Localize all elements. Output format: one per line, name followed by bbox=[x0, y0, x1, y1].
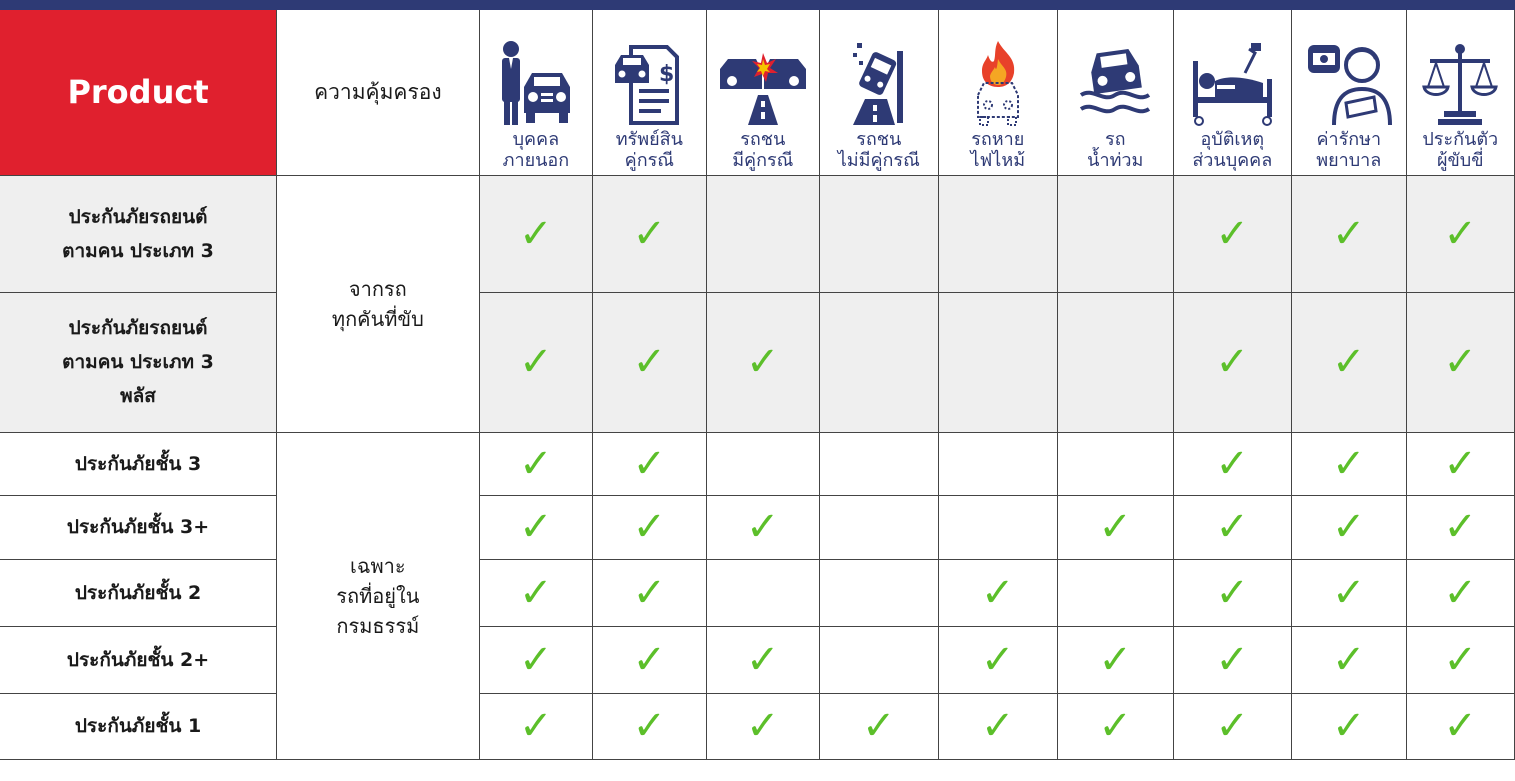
coverage-cell bbox=[593, 693, 706, 759]
coverage-cell bbox=[479, 693, 592, 759]
coverage-cell bbox=[1292, 175, 1406, 292]
coverage-cell bbox=[706, 559, 819, 626]
coverage-cell bbox=[1406, 292, 1514, 432]
collision-no-party-icon bbox=[839, 39, 919, 127]
check-icon: ✓ bbox=[746, 504, 780, 550]
coverage-cell bbox=[1406, 626, 1514, 693]
personal-accident-icon bbox=[1187, 39, 1277, 127]
collision-with-party-icon bbox=[718, 39, 808, 127]
coverage-cell bbox=[706, 693, 819, 759]
check-icon: ✓ bbox=[519, 703, 553, 749]
coverage-cell bbox=[1292, 693, 1406, 759]
coverage-cell bbox=[1173, 432, 1292, 495]
coverage-cell bbox=[593, 559, 706, 626]
coverage-cell bbox=[1173, 559, 1292, 626]
table-row bbox=[0, 175, 1515, 292]
coverage-cell bbox=[706, 495, 819, 559]
check-icon: ✓ bbox=[1332, 210, 1366, 257]
car-flood-icon bbox=[1075, 39, 1155, 127]
product-name: ประกันภัยชั้น 3+ bbox=[0, 495, 277, 559]
check-icon: ✓ bbox=[1332, 703, 1366, 749]
coverage-cell bbox=[1292, 495, 1406, 559]
coverage-cell bbox=[1173, 495, 1292, 559]
check-icon: ✓ bbox=[519, 339, 553, 385]
coverage-cell bbox=[938, 495, 1058, 559]
coverage-cell bbox=[820, 432, 939, 495]
coverage-cell bbox=[1406, 693, 1514, 759]
check-icon: ✓ bbox=[1332, 504, 1366, 550]
check-icon: ✓ bbox=[746, 339, 780, 385]
coverage-cell bbox=[593, 495, 706, 559]
product-header: Product bbox=[0, 10, 277, 175]
check-icon: ✓ bbox=[632, 440, 667, 487]
column-label: อุบัติเหตุ ส่วนบุคคล bbox=[1192, 128, 1273, 171]
check-icon: ✓ bbox=[1443, 210, 1478, 257]
coverage-cell bbox=[706, 292, 819, 432]
coverage-cell bbox=[1406, 432, 1514, 495]
check-icon: ✓ bbox=[519, 210, 553, 257]
table-row bbox=[0, 626, 1515, 693]
table-row bbox=[0, 559, 1515, 626]
check-icon: ✓ bbox=[1332, 569, 1366, 616]
coverage-cell bbox=[820, 559, 939, 626]
coverage-cell bbox=[938, 292, 1058, 432]
column-third-party-property bbox=[593, 10, 706, 175]
coverage-cell bbox=[593, 175, 706, 292]
check-icon: ✓ bbox=[746, 636, 780, 683]
check-icon: ✓ bbox=[1443, 636, 1478, 683]
check-icon: ✓ bbox=[519, 504, 553, 550]
coverage-cell bbox=[1292, 559, 1406, 626]
coverage-comparison-table bbox=[0, 10, 1515, 760]
driver-bail-icon bbox=[1420, 39, 1500, 127]
check-icon: ✓ bbox=[632, 636, 667, 683]
coverage-cell bbox=[1058, 175, 1173, 292]
coverage-cell bbox=[1406, 175, 1514, 292]
check-icon: ✓ bbox=[1098, 636, 1133, 683]
check-icon: ✓ bbox=[1443, 569, 1478, 616]
coverage-cell bbox=[479, 559, 592, 626]
column-label: รถ น้ำท่วม bbox=[1087, 128, 1144, 171]
column-label: ทรัพย์สิน คู่กรณี bbox=[615, 128, 683, 171]
column-label: บุคคล ภายนอก bbox=[502, 128, 570, 171]
coverage-cell bbox=[593, 432, 706, 495]
check-icon: ✓ bbox=[1215, 703, 1250, 749]
check-icon: ✓ bbox=[632, 339, 667, 385]
coverage-cell bbox=[1173, 626, 1292, 693]
medical-expense-icon bbox=[1304, 39, 1394, 127]
coverage-cell bbox=[938, 559, 1058, 626]
check-icon: ✓ bbox=[1098, 504, 1133, 550]
check-icon: ✓ bbox=[632, 703, 667, 749]
product-name: ประกันภัยรถยนต์ ตามคน ประเภท 3 bbox=[0, 175, 277, 292]
coverage-cell bbox=[820, 495, 939, 559]
coverage-cell bbox=[1406, 495, 1514, 559]
check-icon: ✓ bbox=[981, 703, 1015, 749]
coverage-cell bbox=[1058, 559, 1173, 626]
product-name: ประกันภัยรถยนต์ ตามคน ประเภท 3 พลัส bbox=[0, 292, 277, 432]
coverage-cell bbox=[1058, 432, 1173, 495]
check-icon: ✓ bbox=[519, 440, 553, 487]
column-collision-with-party bbox=[706, 10, 819, 175]
column-label: ค่ารักษา พยาบาล bbox=[1316, 128, 1382, 171]
check-icon: ✓ bbox=[746, 703, 780, 749]
table-row bbox=[0, 292, 1515, 432]
header-row bbox=[0, 10, 1515, 175]
column-driver-bail bbox=[1406, 10, 1514, 175]
coverage-cell bbox=[938, 175, 1058, 292]
check-icon: ✓ bbox=[1332, 636, 1366, 683]
coverage-cell bbox=[479, 175, 592, 292]
coverage-cell bbox=[1292, 292, 1406, 432]
check-icon: ✓ bbox=[1443, 504, 1478, 550]
check-icon: ✓ bbox=[1443, 440, 1478, 487]
table-row bbox=[0, 693, 1515, 759]
coverage-cell bbox=[706, 175, 819, 292]
column-third-party-person bbox=[479, 10, 592, 175]
column-label: รถหาย ไฟไหม้ bbox=[970, 128, 1026, 171]
column-label: รถชน มีคู่กรณี bbox=[732, 128, 794, 171]
check-icon: ✓ bbox=[1215, 636, 1250, 683]
column-label: ประกันตัว ผู้ขับขี่ bbox=[1422, 128, 1499, 171]
product-name: ประกันภัยชั้น 2+ bbox=[0, 626, 277, 693]
table-row bbox=[0, 432, 1515, 495]
coverage-cell bbox=[593, 292, 706, 432]
coverage-cell bbox=[938, 432, 1058, 495]
check-icon: ✓ bbox=[1332, 339, 1366, 385]
coverage-cell bbox=[1173, 292, 1292, 432]
coverage-cell bbox=[1058, 693, 1173, 759]
coverage-scope: เฉพาะ รถที่อยู่ใน กรมธรรม์ bbox=[277, 432, 480, 759]
check-icon: ✓ bbox=[632, 569, 667, 616]
product-name: ประกันภัยชั้น 3 bbox=[0, 432, 277, 495]
check-icon: ✓ bbox=[862, 703, 896, 749]
check-icon: ✓ bbox=[1215, 440, 1250, 487]
coverage-cell bbox=[706, 432, 819, 495]
column-collision-no-party bbox=[820, 10, 939, 175]
column-label: รถชน ไม่มีคู่กรณี bbox=[837, 128, 920, 171]
column-theft-fire bbox=[938, 10, 1058, 175]
coverage-cell bbox=[1173, 175, 1292, 292]
check-icon: ✓ bbox=[1215, 569, 1250, 616]
coverage-cell bbox=[479, 626, 592, 693]
third-party-person-icon bbox=[496, 39, 576, 127]
check-icon: ✓ bbox=[1098, 703, 1133, 749]
check-icon: ✓ bbox=[519, 569, 553, 616]
table-body bbox=[0, 175, 1515, 759]
coverage-cell bbox=[820, 292, 939, 432]
check-icon: ✓ bbox=[1443, 703, 1478, 749]
coverage-cell bbox=[1058, 626, 1173, 693]
check-icon: ✓ bbox=[632, 210, 667, 257]
table-row bbox=[0, 495, 1515, 559]
coverage-cell bbox=[820, 626, 939, 693]
car-theft-fire-icon bbox=[958, 39, 1038, 127]
coverage-cell bbox=[938, 693, 1058, 759]
coverage-cell bbox=[593, 626, 706, 693]
coverage-cell bbox=[1058, 495, 1173, 559]
check-icon: ✓ bbox=[1215, 504, 1250, 550]
check-icon: ✓ bbox=[1332, 440, 1366, 487]
check-icon: ✓ bbox=[1215, 339, 1250, 385]
check-icon: ✓ bbox=[1443, 339, 1478, 385]
column-personal-accident bbox=[1173, 10, 1292, 175]
check-icon: ✓ bbox=[981, 569, 1015, 616]
check-icon: ✓ bbox=[632, 504, 667, 550]
product-name: ประกันภัยชั้น 2 bbox=[0, 559, 277, 626]
coverage-header: ความคุ้มครอง bbox=[277, 10, 480, 175]
coverage-scope: จากรถ ทุกคันที่ขับ bbox=[277, 175, 480, 432]
check-icon: ✓ bbox=[1215, 210, 1250, 257]
top-bar bbox=[0, 0, 1515, 10]
coverage-cell bbox=[706, 626, 819, 693]
coverage-cell bbox=[479, 495, 592, 559]
check-icon: ✓ bbox=[519, 636, 553, 683]
coverage-cell bbox=[820, 693, 939, 759]
coverage-cell bbox=[1292, 432, 1406, 495]
column-medical-expense bbox=[1292, 10, 1406, 175]
coverage-cell bbox=[1292, 626, 1406, 693]
coverage-cell bbox=[1173, 693, 1292, 759]
coverage-cell bbox=[1058, 292, 1173, 432]
check-icon: ✓ bbox=[981, 636, 1015, 683]
svg-text:$: $ bbox=[659, 61, 675, 87]
coverage-cell bbox=[1406, 559, 1514, 626]
product-name: ประกันภัยชั้น 1 bbox=[0, 693, 277, 759]
coverage-cell bbox=[938, 626, 1058, 693]
coverage-cell bbox=[479, 292, 592, 432]
coverage-cell bbox=[820, 175, 939, 292]
coverage-cell bbox=[479, 432, 592, 495]
column-flood bbox=[1058, 10, 1173, 175]
third-party-property-icon bbox=[609, 39, 689, 127]
